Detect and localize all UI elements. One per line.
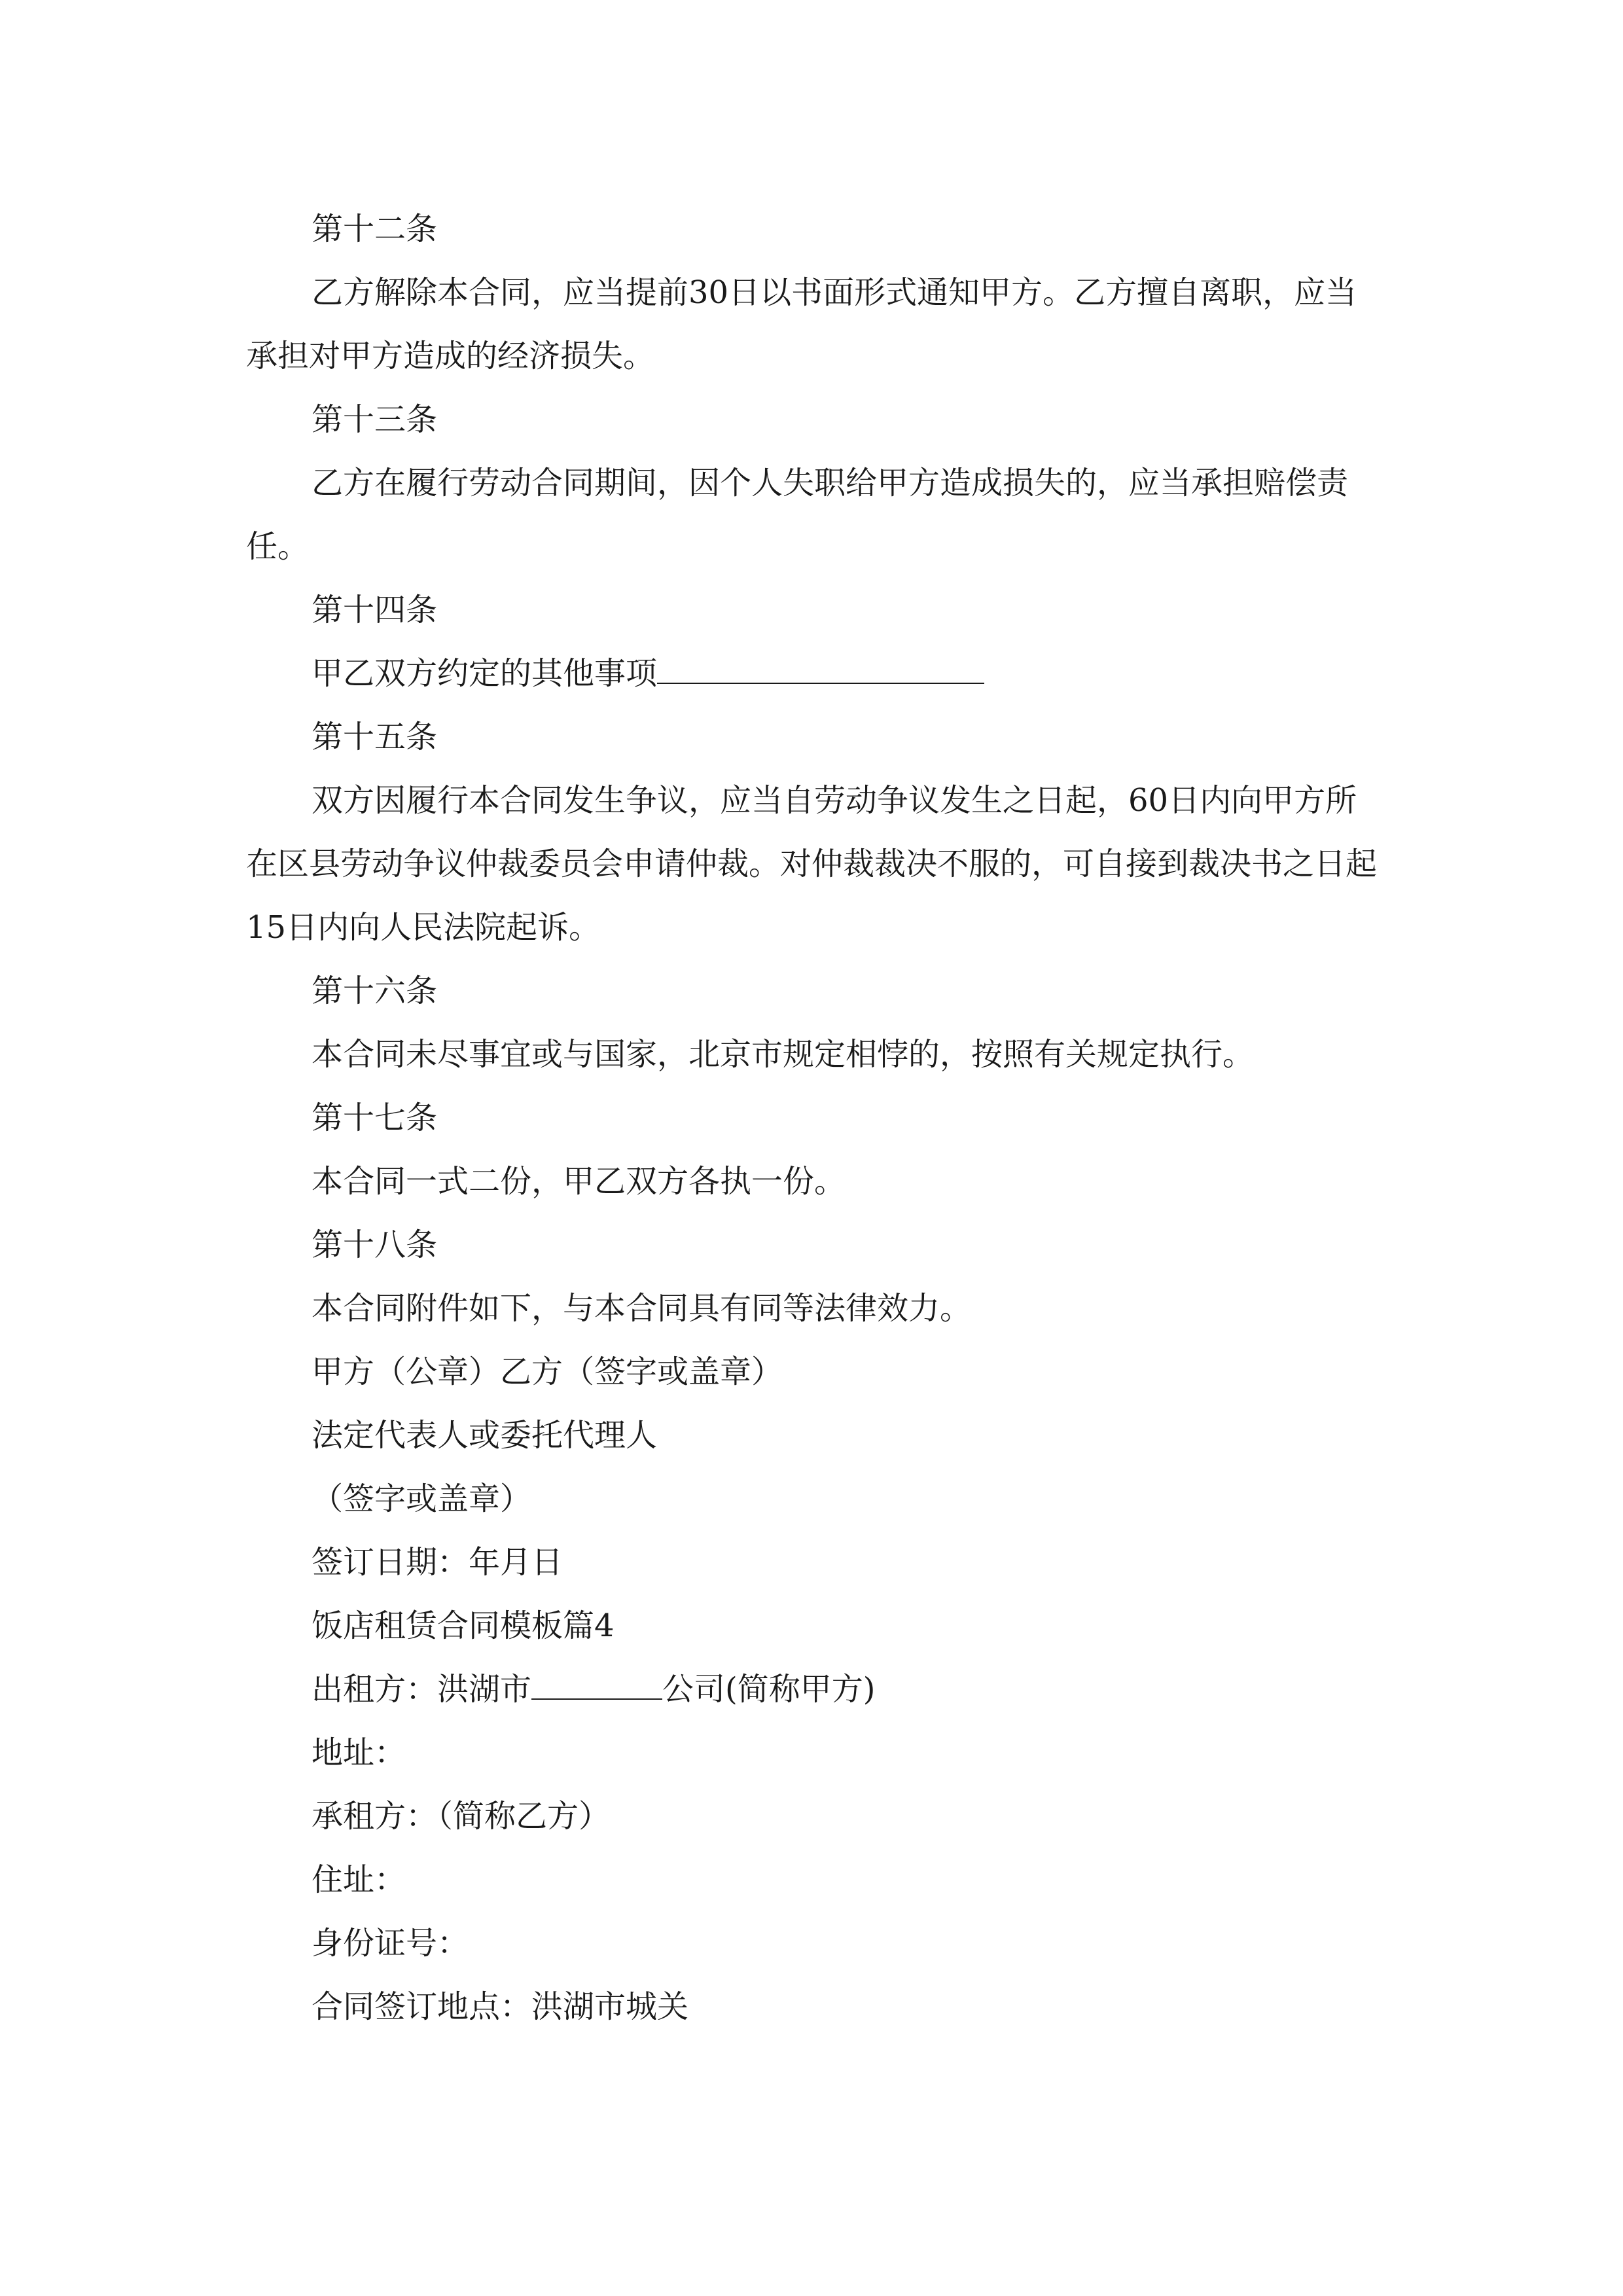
fill-in-blank	[531, 1670, 662, 1700]
lessee-line: 承租方：（简称乙方）	[312, 1798, 611, 1835]
signature-representative: 法定代表人或委托代理人	[312, 1417, 658, 1454]
article-12-heading: 第十二条	[312, 211, 438, 247]
signature-parties: 甲方（公章）乙方（签字或盖章）	[312, 1354, 783, 1390]
article-18-body: 本合同附件如下，与本合同具有同等法律效力。	[312, 1290, 972, 1327]
article-17-heading: 第十七条	[312, 1100, 438, 1136]
lessee-residence: 住址：	[312, 1861, 406, 1898]
article-12-body: 乙方解除本合同，应当提前30日以书面形式通知甲方。乙方擅自离职，应当承担对甲方造成的经济损失。	[246, 274, 1357, 374]
lessor-address: 地址：	[312, 1734, 406, 1771]
article-16-body: 本合同未尽事宜或与国家，北京市规定相悖的，按照有关规定执行。	[312, 1036, 1255, 1073]
fill-in-blank	[657, 655, 984, 684]
signature-date: 签订日期：年月日	[312, 1544, 563, 1581]
article-15-body: 双方因履行本合同发生争议，应当自劳动争议发生之日起，60日内向甲方所在区县劳动争议仲裁委员会申请仲裁。对仲裁裁决不服的，可自接到裁决书之日起15日内向人民法院起诉。	[246, 782, 1378, 946]
article-14-line	[246, 642, 1377, 706]
article-17-body: 本合同一式二份，甲乙双方各执一份。	[312, 1163, 846, 1200]
article-14-body: 甲乙双方约定的其他事项	[312, 655, 658, 692]
article-15-heading: 第十五条	[312, 719, 438, 755]
article-14-heading: 第十四条	[312, 592, 438, 628]
article-16-heading: 第十六条	[312, 973, 438, 1009]
lessor-line	[246, 1658, 1377, 1721]
article-13-body: 乙方在履行劳动合同期间，因个人失职给甲方造成损失的，应当承担赔偿责任。	[246, 465, 1349, 565]
document-body	[246, 198, 1377, 2039]
article-13-heading: 第十三条	[312, 401, 438, 438]
lessee-id-number: 身份证号：	[312, 1925, 469, 1962]
article-18-heading: 第十八条	[312, 1227, 438, 1263]
lease-title: 饭店租赁合同模板篇4	[312, 1607, 615, 1644]
signing-place: 合同签订地点：洪湖市城关	[312, 1988, 689, 2025]
lessor-suffix: 公司(简称甲方)	[662, 1671, 876, 1708]
lessor-prefix: 出租方：洪湖市	[312, 1671, 532, 1708]
signature-sign-or-seal: （签字或盖章）	[312, 1480, 532, 1517]
